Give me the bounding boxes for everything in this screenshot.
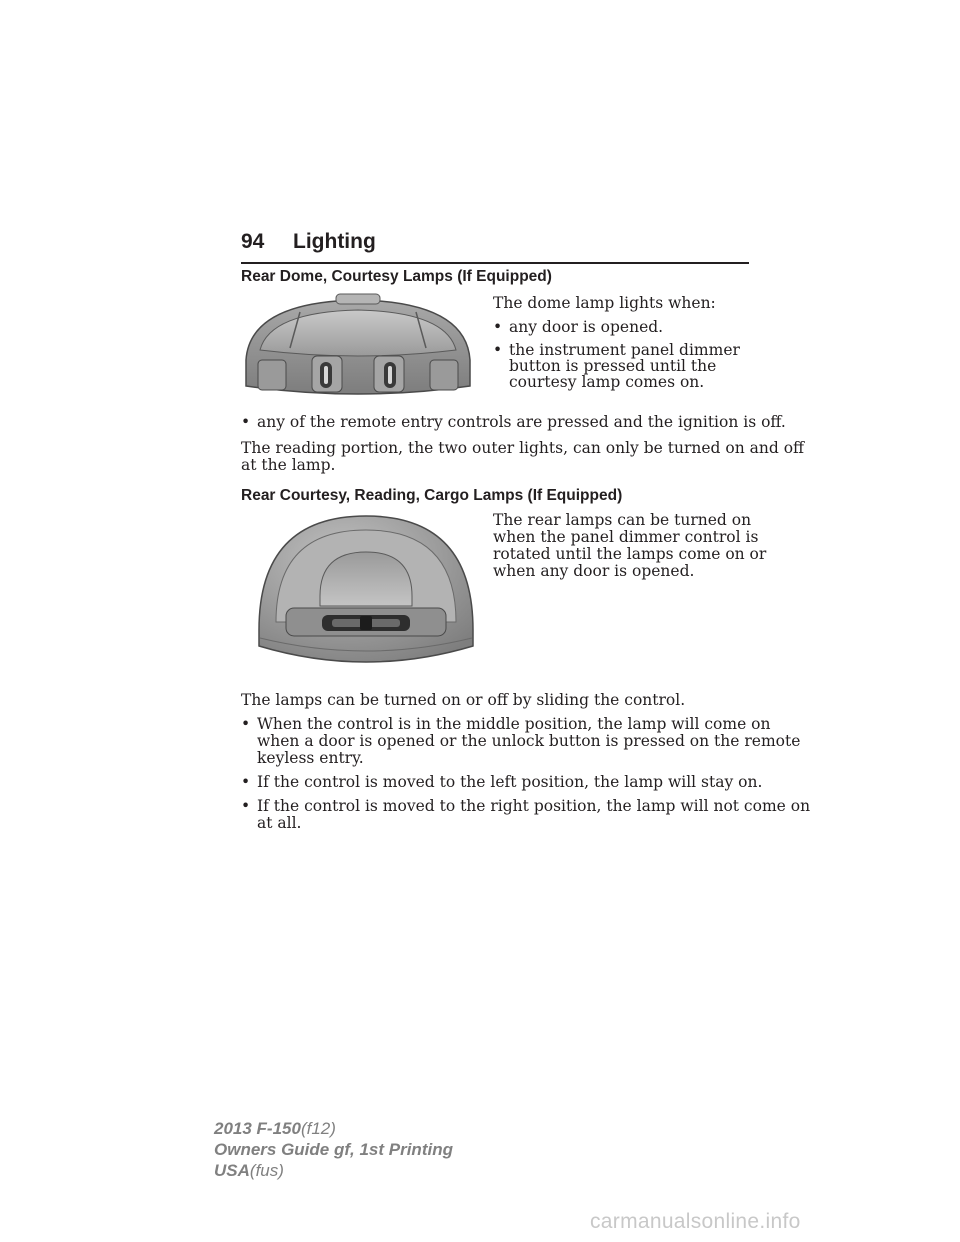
page-header	[241, 228, 749, 264]
bullet-text: If the control is moved to the right position, the lamp will not come on	[257, 797, 811, 815]
paragraph-line: rotated until the lamps come on or	[493, 545, 767, 563]
paragraph-line: The rear lamps can be turned on	[493, 511, 752, 529]
bullet-marker: •	[493, 341, 503, 359]
bullet-text: any of the remote entry controls are pressed and the ignition is off.	[257, 413, 786, 431]
footer-model	[214, 1119, 336, 1139]
bullet-marker: •	[241, 773, 251, 791]
page-number: 94	[241, 230, 265, 253]
footer-edition: Owners Guide gf, 1st Printing	[214, 1140, 453, 1159]
bullet-text: any door is opened.	[509, 318, 664, 336]
bullet-text: When the control is in the middle position, the lamp will come on	[257, 715, 771, 733]
footer-market	[214, 1161, 284, 1181]
paragraph-line: The reading portion, the two outer lights, can only be turned on and off	[241, 439, 805, 457]
bullet-continuation: button is pressed until the	[509, 357, 717, 375]
bullet-text: the instrument panel dimmer	[509, 341, 740, 359]
bullet-marker: •	[241, 715, 251, 733]
courtesy-lamp-illustration	[256, 512, 476, 670]
bullet-continuation: courtesy lamp comes on.	[509, 373, 705, 391]
footer-model-name: 2013 F-150	[214, 1119, 301, 1138]
bullet-text: If the control is moved to the left position, the lamp will stay on.	[257, 773, 763, 791]
bullet-marker: •	[241, 413, 251, 431]
dome-lamp-intro: The dome lamp lights when:	[493, 294, 716, 312]
section-heading-rear-courtesy: Rear Courtesy, Reading, Cargo Lamps (If Equipped)	[241, 487, 623, 504]
footer-market-name: USA	[214, 1161, 250, 1180]
bullet-continuation: at all.	[257, 814, 302, 832]
watermark: carmanualsonline.info	[590, 1210, 801, 1233]
footer-market-code: (fus)	[249, 1161, 284, 1180]
footer-model-code: (f12)	[300, 1119, 336, 1138]
paragraph-line: when the panel dimmer control is	[493, 528, 759, 546]
dome-lamp-illustration	[240, 290, 476, 400]
paragraph-line: The lamps can be turned on or off by sliding the control.	[241, 691, 686, 709]
bullet-marker: •	[493, 318, 503, 336]
bullet-continuation: when a door is opened or the unlock button is pressed on the remote	[257, 732, 801, 750]
section-heading-rear-dome: Rear Dome, Courtesy Lamps (If Equipped)	[241, 268, 552, 285]
paragraph-line: when any door is opened.	[493, 562, 695, 580]
bullet-continuation: keyless entry.	[257, 749, 364, 767]
bullet-marker: •	[241, 797, 251, 815]
chapter-title: Lighting	[293, 230, 376, 253]
paragraph-line: at the lamp.	[241, 456, 336, 474]
